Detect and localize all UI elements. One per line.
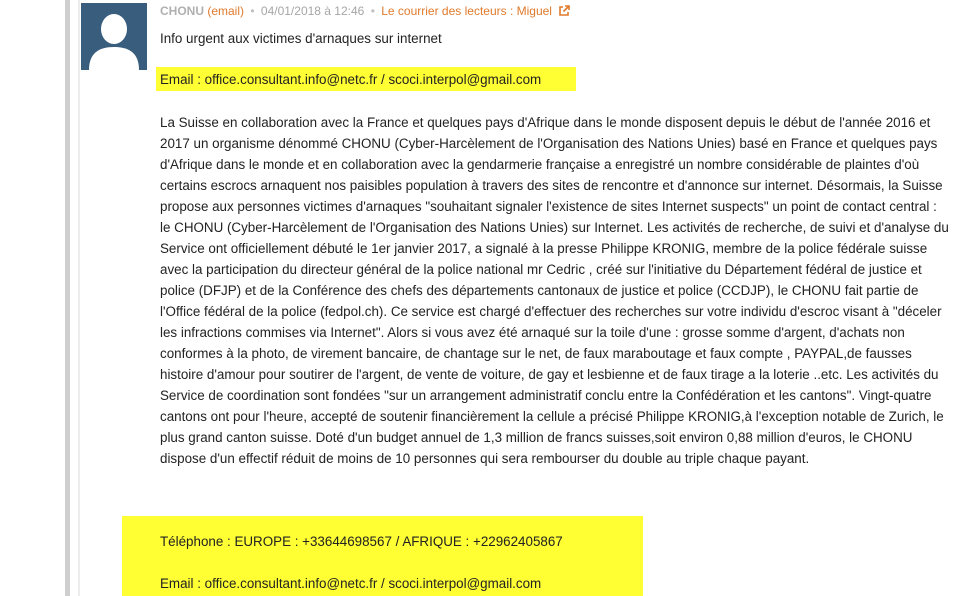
comment-intro: Info urgent aux victimes d'arnaques sur internet xyxy=(160,31,442,46)
comment-body: La Suisse en collaboration avec la France et quelques pays d'Afrique dans le monde disposent depuis le début de l'année 2016 et 2017 un organisme dénommé CHONU (Cyber-Harcèlement de l'Organisation des Nations Unies) basé en France et quelques pays d'Afrique dans le monde et en collaboration avec la gendarmerie française a enregistré un nombre considérable de plaintes d'où certains escrocs arnaquent nos paisibles population à travers des sites de rencontre et d'annonce sur internet. Désormais, la Suisse propose aux personnes victimes d'arnaques "souhaitant signaler l'existence de sites Internet suspects" un point de contact central : le CHONU (Cyber-Harcèlement de l'Organisation des Nations Unies) sur Internet. Les activités de recherche, de suivi et d'analyse du Service ont officiellement débuté le 1er janvier 2017, a signalé à la presse Philippe KRONIG, membre de la police fédérale suisse avec la participation du directeur général de la police national mr Cedric , créé sur l'initiative du Département fédéral de justice et police (DFJP) et de la Conférence des chefs des départements cantonaux de justice et police (CCDJP), le CHONU fait partie de l'Office fédéral de la police (fedpol.ch). Ce service est chargé d'effectuer des recherches sur votre individu d'escroc visant à "déceler les infractions commises via Internet". Alors si vous avez été arnaqué sur la toile d'une : grosse somme d'argent, d'achats non conformes à la photo, de virement bancaire, de chantage sur le net, de faux maraboutage et faux compte , PAYPAL,de fausses histoire d'amour pour soutirer de l'argent, de vente de voiture, de gay et lesbienne et de faux tirage a la loterie ..etc. Les activités du Service de coordination sont fondées "sur un arrangement administratif conclu entre la Confédération et les cantons". Vingt-quatre cantons ont pour l'heure, accepté de soutenir financièrement la cellule a précisé Philippe KRONIG,à l'exception notable de Zurich, le plus grand canton suisse. Doté d'un budget annuel de 1,3 million de francs suisses,soit environ 0,88 million d'euros, le CHONU dispose d'un effectif réduit de moins de 10 personnes qui sera rembourser du double au triple chaque payant. xyxy=(160,115,949,466)
thread-indent-bar xyxy=(65,0,70,596)
category-link[interactable] xyxy=(381,4,570,18)
user-silhouette-icon xyxy=(81,3,147,70)
avatar xyxy=(81,3,147,70)
external-link-icon xyxy=(558,5,570,17)
comment-meta xyxy=(160,4,570,18)
email-line-top: Email : office.consultant.info@netc.fr / scoci.interpol@gmail.com xyxy=(160,72,542,87)
meta-separator: • xyxy=(370,4,375,18)
email-line-bottom: Email : office.consultant.info@netc.fr / scoci.interpol@gmail.com xyxy=(160,576,542,591)
category-label: Le courrier des lecteurs : Miguel xyxy=(381,4,552,18)
comment-author: CHONU xyxy=(160,4,204,18)
comment-date: 04/01/2018 à 12:46 xyxy=(260,4,365,18)
thread-indent-line xyxy=(78,0,80,596)
meta-separator: • xyxy=(250,4,255,18)
phone-line: Téléphone : EUROPE : +33644698567 / AFRIQUE : +22962405867 xyxy=(160,534,563,549)
author-email-link[interactable]: (email) xyxy=(207,4,245,18)
